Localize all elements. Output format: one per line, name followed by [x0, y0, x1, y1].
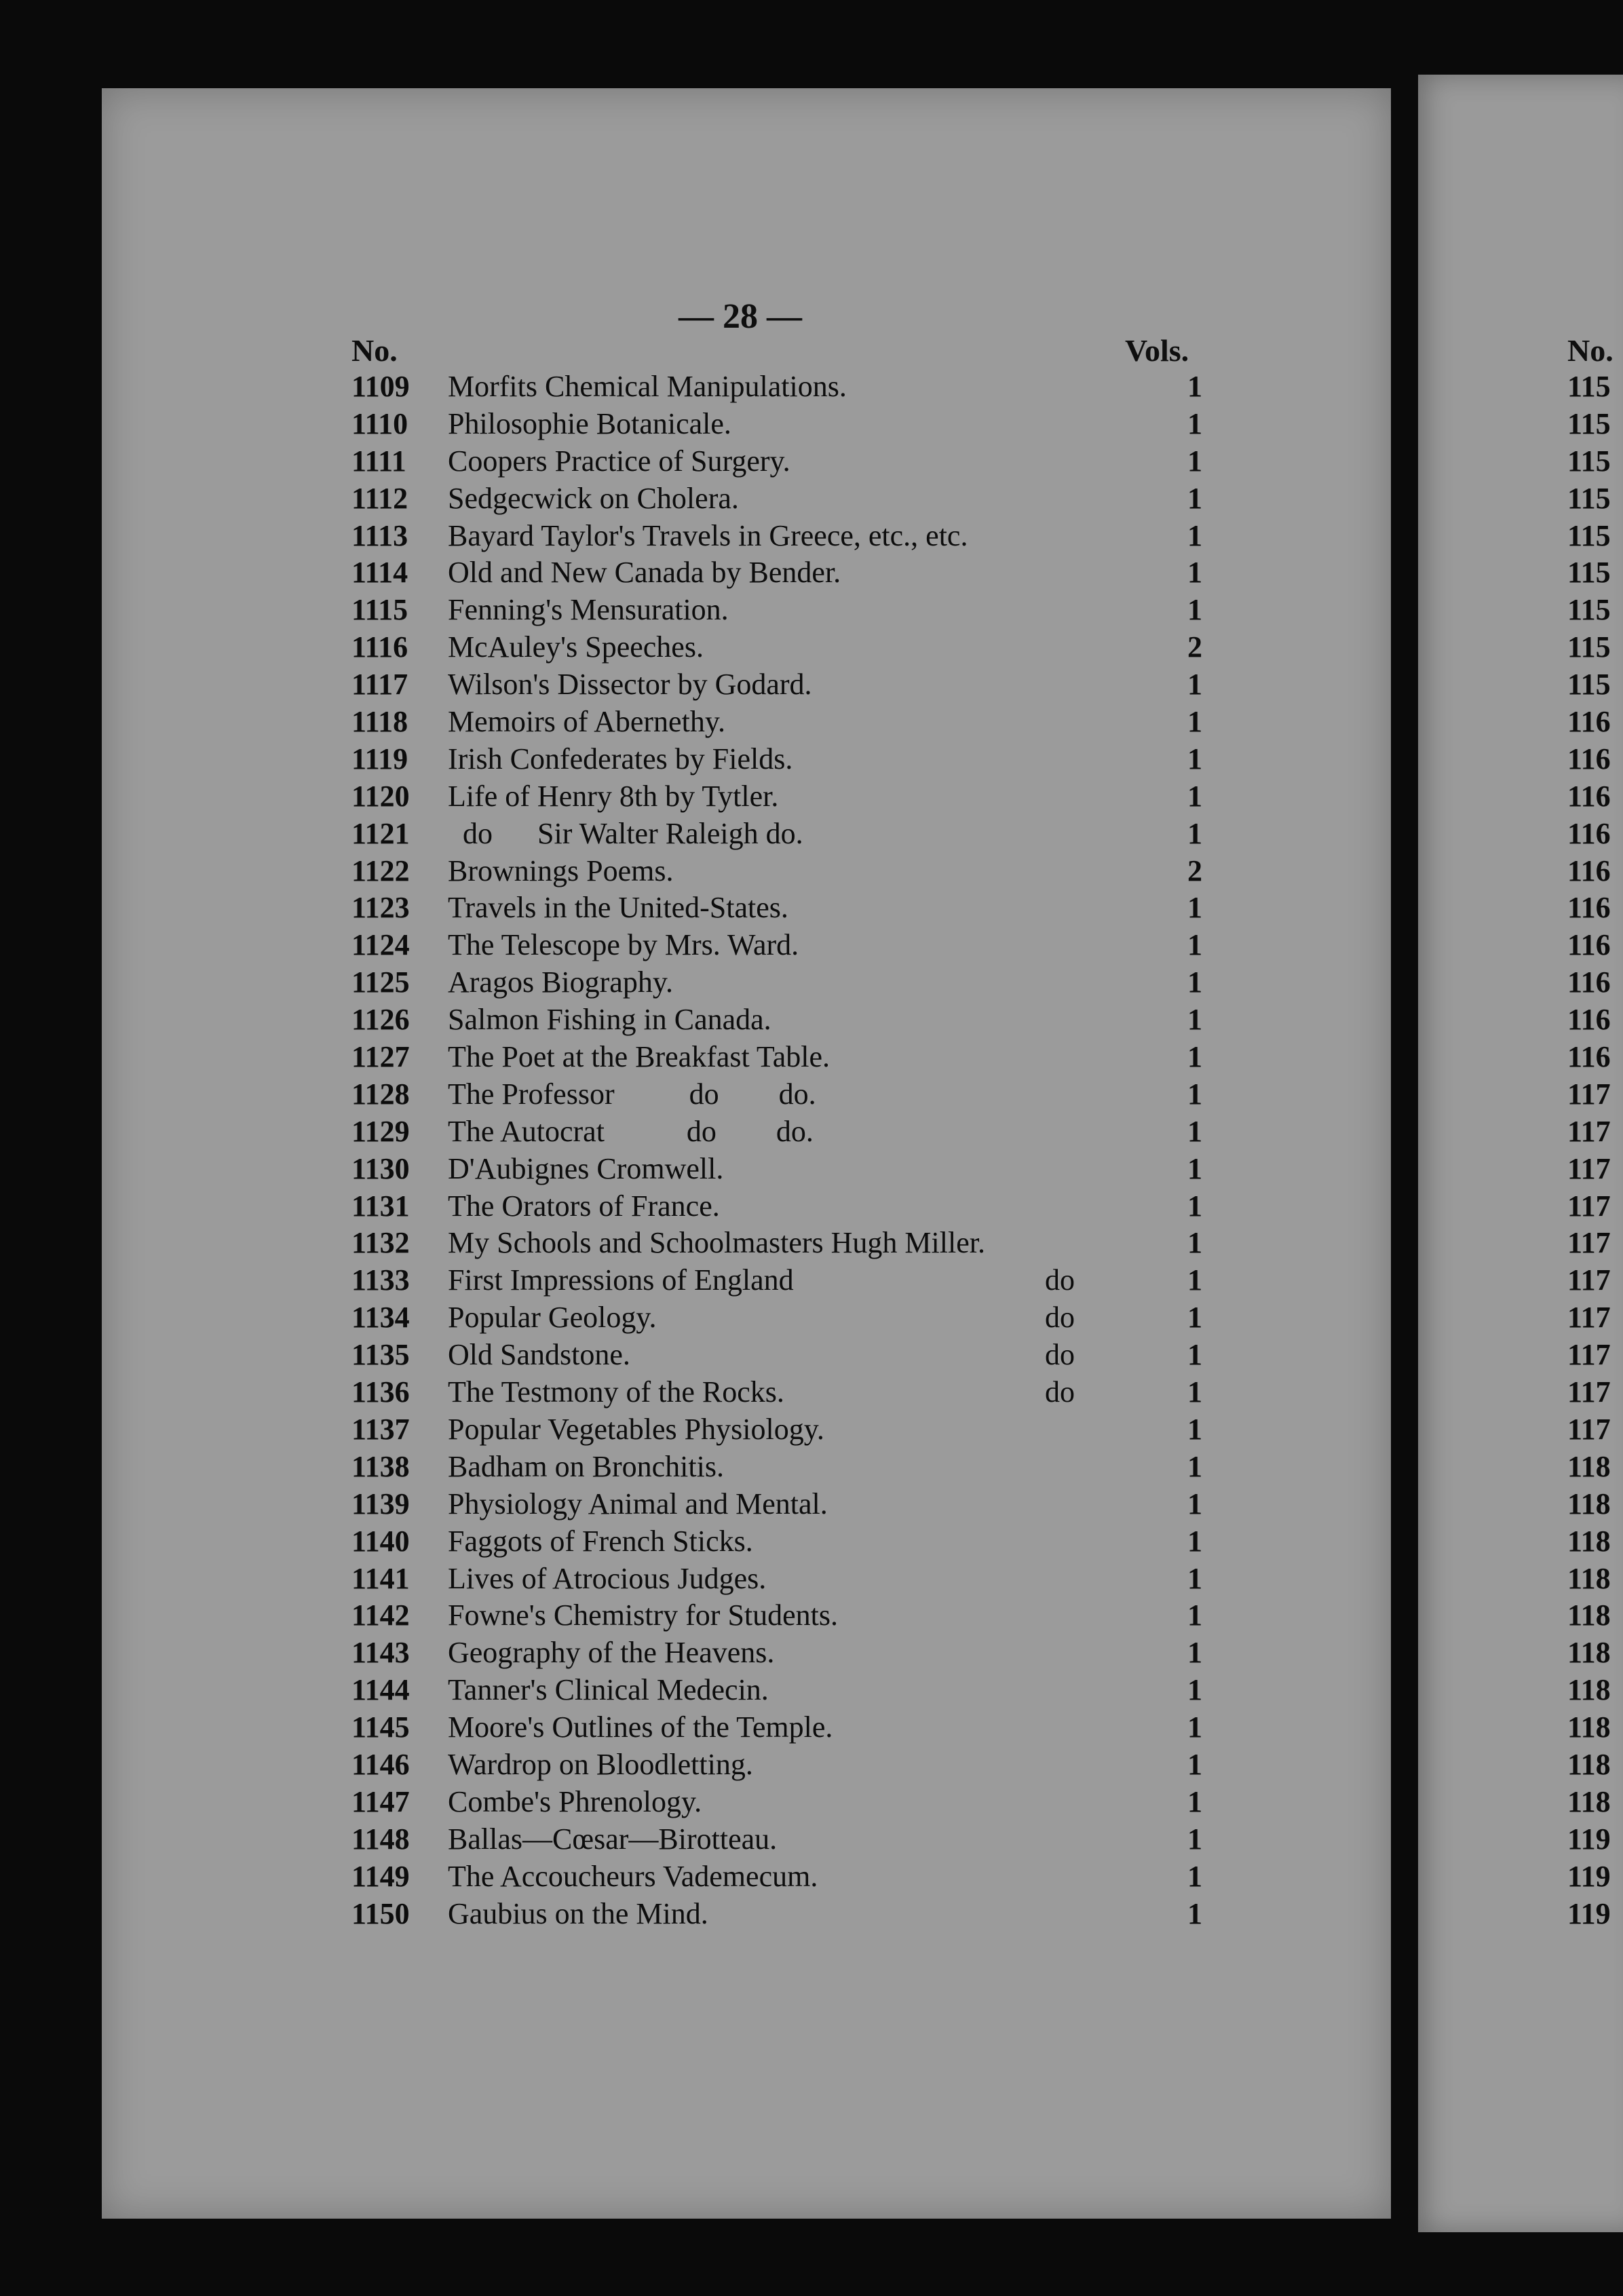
next-page-entry-number: 117 [1567, 1151, 1611, 1185]
entry-number: 1130 [351, 1151, 410, 1185]
entry-title: Old Sandstone. [448, 1338, 630, 1372]
next-page-entry-number: 117 [1567, 1226, 1611, 1260]
entry-author-ditto: do [1045, 1338, 1075, 1372]
entry-number: 1124 [351, 928, 410, 962]
entry-vols: 1 [1187, 1673, 1202, 1707]
next-page-entry-number: 115 [1567, 370, 1611, 403]
entry-title: Salmon Fishing in Canada. [448, 1003, 771, 1037]
entry-title: Geography of the Heavens. [448, 1636, 775, 1670]
entry-number: 1146 [351, 1747, 410, 1781]
catalog-entry [339, 1486, 1235, 1523]
next-page-entry-number: 119 [1567, 1896, 1611, 1930]
next-page-entry-number: 116 [1567, 742, 1611, 776]
entry-title: The Telescope by Mrs. Ward. [448, 928, 799, 962]
entry-title: Irish Confederates by Fields. [448, 742, 793, 776]
entry-vols: 1 [1187, 816, 1202, 850]
entry-number: 1121 [351, 816, 410, 850]
entry-title: Aragos Biography. [448, 965, 673, 999]
next-page-entry-number: 117 [1567, 1412, 1611, 1446]
entry-number: 1122 [351, 854, 410, 887]
entry-number: 1150 [351, 1896, 410, 1930]
next-page-entry-number: 115 [1567, 556, 1611, 590]
entry-title: The Accoucheurs Vademecum. [448, 1859, 818, 1893]
next-page-entry-number: 115 [1567, 593, 1611, 627]
entry-number: 1129 [351, 1114, 410, 1148]
catalog-entry [339, 1523, 1235, 1561]
entry-vols: 1 [1187, 1040, 1202, 1074]
entry-vols: 1 [1187, 1003, 1202, 1037]
entry-title: The Poet at the Breakfast Table. [448, 1040, 830, 1074]
catalog-entry [339, 1561, 1235, 1598]
entry-title: The Orators of France. [448, 1189, 720, 1223]
catalog-entry [339, 778, 1235, 816]
entry-title: Morfits Chemical Manipulations. [448, 370, 847, 403]
entry-number: 1140 [351, 1524, 410, 1558]
catalog-entry [339, 1449, 1235, 1486]
entry-number: 1135 [351, 1338, 410, 1372]
entry-vols: 1 [1187, 1263, 1202, 1297]
catalog-entry [339, 1225, 1235, 1262]
catalog-entry [339, 1634, 1235, 1672]
page-number: — 28 — [679, 297, 802, 336]
entry-number: 1137 [351, 1412, 410, 1446]
entry-vols: 1 [1187, 1561, 1202, 1595]
entry-vols: 1 [1187, 1896, 1202, 1930]
entry-author-ditto: do [1045, 1375, 1075, 1409]
entry-number: 1118 [351, 705, 408, 739]
entry-title: Memoirs of Abernethy. [448, 705, 725, 739]
entry-vols: 1 [1187, 556, 1202, 590]
entry-number: 1147 [351, 1784, 410, 1818]
entry-number: 1138 [351, 1449, 410, 1483]
entry-number: 1149 [351, 1859, 410, 1893]
entry-title: Fowne's Chemistry for Students. [448, 1599, 839, 1632]
entry-title: Popular Vegetables Physiology. [448, 1412, 824, 1446]
entry-vols: 1 [1187, 1599, 1202, 1632]
entry-title: Brownings Poems. [448, 854, 674, 887]
entry-title: Life of Henry 8th by Tytler. [448, 779, 779, 813]
entry-number: 1123 [351, 891, 410, 925]
entry-vols: 1 [1187, 1636, 1202, 1670]
next-page-entry-number: 116 [1567, 965, 1611, 999]
entry-number: 1144 [351, 1673, 410, 1707]
catalog-entry [339, 629, 1235, 666]
entry-vols: 1 [1187, 1487, 1202, 1520]
next-page-entry-number: 119 [1567, 1822, 1611, 1856]
entry-title: Lives of Atrocious Judges. [448, 1561, 767, 1595]
entry-title: Gaubius on the Mind. [448, 1896, 708, 1930]
catalog-entry [339, 816, 1235, 853]
catalog-entry [339, 704, 1235, 741]
next-page-entry-number: 118 [1567, 1673, 1611, 1707]
entry-number: 1133 [351, 1263, 410, 1297]
catalog-entry [339, 1299, 1235, 1337]
entry-vols: 2 [1187, 854, 1202, 887]
entry-number: 1112 [351, 481, 408, 515]
catalog-entry [339, 368, 1235, 406]
catalog-entry [339, 1709, 1235, 1746]
entry-vols: 1 [1187, 1859, 1202, 1893]
entry-number: 1131 [351, 1189, 410, 1223]
entry-vols: 1 [1187, 1747, 1202, 1781]
entry-vols: 1 [1187, 1822, 1202, 1856]
entry-number: 1132 [351, 1226, 410, 1260]
entry-title: Wilson's Dissector by Godard. [448, 668, 812, 702]
entry-vols: 2 [1187, 630, 1202, 664]
catalog-entry [339, 1374, 1235, 1411]
next-page-entry-number: 115 [1567, 518, 1611, 552]
entry-title: Philosophie Botanicale. [448, 406, 731, 440]
catalog-entry [339, 1113, 1235, 1151]
catalog-entry [339, 1896, 1235, 1933]
next-page-entry-number: 116 [1567, 891, 1611, 925]
catalog-entry [339, 554, 1235, 592]
entry-vols: 1 [1187, 518, 1202, 552]
entry-title: The Autocrat do do. [448, 1114, 814, 1148]
catalog-entry [339, 1672, 1235, 1709]
column-header-no: No. [351, 333, 398, 368]
entry-vols: 1 [1187, 1338, 1202, 1372]
entry-number: 1148 [351, 1822, 410, 1856]
next-page-entry-number: 116 [1567, 779, 1611, 813]
entry-title: Fenning's Mensuration. [448, 593, 729, 627]
catalog-entry [339, 1039, 1235, 1076]
next-page-entry-number: 115 [1567, 668, 1611, 702]
column-header-vols: Vols. [1125, 333, 1189, 368]
catalog-entry [339, 927, 1235, 964]
next-page-entry-number: 118 [1567, 1599, 1611, 1632]
entry-vols: 1 [1187, 779, 1202, 813]
catalog-list [339, 368, 1235, 1932]
entry-vols: 1 [1187, 406, 1202, 440]
entry-vols: 1 [1187, 1375, 1202, 1409]
entry-number: 1136 [351, 1375, 410, 1409]
entry-title: Popular Geology. [448, 1301, 657, 1335]
entry-number: 1125 [351, 965, 410, 999]
entry-vols: 1 [1187, 1449, 1202, 1483]
next-page-entry-number: 115 [1567, 481, 1611, 515]
entry-vols: 1 [1187, 1114, 1202, 1148]
catalog-entry [339, 1784, 1235, 1821]
entry-vols: 1 [1187, 370, 1202, 403]
next-page-number-column [1567, 368, 1611, 1932]
entry-title: The Testmony of the Rocks. [448, 1375, 784, 1409]
entry-number: 1120 [351, 779, 410, 813]
entry-title: D'Aubignes Cromwell. [448, 1151, 724, 1185]
entry-title: Bayard Taylor's Travels in Greece, etc., etc. [448, 518, 968, 552]
catalog-entry [339, 889, 1235, 927]
entry-number: 1143 [351, 1636, 410, 1670]
next-page-header-no: No. [1567, 333, 1614, 368]
catalog-entry [339, 1597, 1235, 1634]
catalog-entry [339, 1188, 1235, 1225]
entry-title: The Professor do do. [448, 1077, 816, 1111]
entry-number: 1119 [351, 742, 408, 776]
catalog-entry [339, 1746, 1235, 1784]
entry-title: Wardrop on Bloodletting. [448, 1747, 753, 1781]
catalog-entry [339, 1821, 1235, 1858]
next-page-entry-number: 116 [1567, 816, 1611, 850]
entry-vols: 1 [1187, 668, 1202, 702]
next-page-entry-number: 116 [1567, 705, 1611, 739]
next-page-entry-number: 118 [1567, 1524, 1611, 1558]
entry-vols: 1 [1187, 444, 1202, 478]
entry-title: Faggots of French Sticks. [448, 1524, 753, 1558]
next-page-entry-number: 118 [1567, 1561, 1611, 1595]
entry-vols: 1 [1187, 891, 1202, 925]
next-page-entry-number: 117 [1567, 1077, 1611, 1111]
catalog-entry [339, 1411, 1235, 1449]
entry-title: My Schools and Schoolmasters Hugh Miller. [448, 1226, 985, 1260]
catalog-entry [339, 1001, 1235, 1039]
next-page-entry-number: 116 [1567, 854, 1611, 887]
entry-author-ditto: do [1045, 1301, 1075, 1335]
entry-title: Tanner's Clinical Medecin. [448, 1673, 769, 1707]
entry-number: 1139 [351, 1487, 410, 1520]
entry-title: Badham on Bronchitis. [448, 1449, 724, 1483]
entry-vols: 1 [1187, 928, 1202, 962]
entry-number: 1128 [351, 1077, 410, 1111]
next-page-entry-number: 118 [1567, 1487, 1611, 1520]
entry-vols: 1 [1187, 481, 1202, 515]
entry-title: Moore's Outlines of the Temple. [448, 1710, 833, 1744]
entry-number: 1110 [351, 406, 408, 440]
entry-number: 1134 [351, 1301, 410, 1335]
next-page-entry-number: 115 [1567, 630, 1611, 664]
next-page-entry-number: 119 [1567, 1859, 1611, 1893]
entry-title: Combe's Phrenology. [448, 1784, 702, 1818]
entry-number: 1117 [351, 668, 408, 702]
catalog-entry [339, 443, 1235, 480]
next-page-entry-number: 118 [1567, 1710, 1611, 1744]
entry-title: McAuley's Speeches. [448, 630, 704, 664]
entry-vols: 1 [1187, 1226, 1202, 1260]
entry-number: 1113 [351, 518, 408, 552]
entry-vols: 1 [1187, 965, 1202, 999]
entry-number: 1126 [351, 1003, 410, 1037]
entry-title: Ballas—Cœsar—Birotteau. [448, 1822, 778, 1856]
next-page-entry-number: 117 [1567, 1263, 1611, 1297]
next-page-entry-number: 117 [1567, 1189, 1611, 1223]
entry-number: 1114 [351, 556, 408, 590]
entry-title: Sedgecwick on Cholera. [448, 481, 739, 515]
catalog-entry [339, 741, 1235, 778]
next-page-entry-number: 115 [1567, 444, 1611, 478]
entry-vols: 1 [1187, 742, 1202, 776]
catalog-entry [339, 406, 1235, 443]
entry-number: 1142 [351, 1599, 410, 1632]
catalog-entry [339, 518, 1235, 555]
next-page-entry-number: 118 [1567, 1784, 1611, 1818]
entry-number: 1127 [351, 1040, 410, 1074]
catalog-entry [339, 480, 1235, 518]
entry-author-ditto: do [1045, 1263, 1075, 1297]
entry-title: Old and New Canada by Bender. [448, 556, 841, 590]
entry-title: First Impressions of England [448, 1263, 794, 1297]
catalog-entry [339, 1151, 1235, 1188]
entry-vols: 1 [1187, 1412, 1202, 1446]
entry-vols: 1 [1187, 1189, 1202, 1223]
entry-vols: 1 [1187, 1784, 1202, 1818]
entry-title: Coopers Practice of Surgery. [448, 444, 790, 478]
entry-vols: 1 [1187, 705, 1202, 739]
next-page-entry-number: 118 [1567, 1747, 1611, 1781]
catalog-entry [339, 1262, 1235, 1299]
entry-title: Travels in the United-States. [448, 891, 788, 925]
entry-number: 1111 [351, 444, 406, 478]
entry-title: Physiology Animal and Mental. [448, 1487, 828, 1520]
next-page-entry-number: 117 [1567, 1301, 1611, 1335]
next-page-entry-number: 118 [1567, 1636, 1611, 1670]
entry-number: 1116 [351, 630, 408, 664]
next-page-entry-number: 116 [1567, 1003, 1611, 1037]
entry-vols: 1 [1187, 1151, 1202, 1185]
next-page-entry-number: 117 [1567, 1375, 1611, 1409]
entry-title: do Sir Walter Raleigh do. [448, 816, 803, 850]
entry-number: 1145 [351, 1710, 410, 1744]
entry-vols: 1 [1187, 1077, 1202, 1111]
catalog-entry [339, 853, 1235, 890]
catalog-entry [339, 592, 1235, 629]
entry-number: 1141 [351, 1561, 410, 1595]
catalog-entry [339, 1076, 1235, 1113]
entry-vols: 1 [1187, 1524, 1202, 1558]
next-page-entry-number: 117 [1567, 1338, 1611, 1372]
entry-vols: 1 [1187, 1301, 1202, 1335]
next-page-entry-number: 118 [1567, 1449, 1611, 1483]
entry-vols: 1 [1187, 1710, 1202, 1744]
entry-number: 1109 [351, 370, 410, 403]
catalog-entry [339, 1858, 1235, 1896]
entry-vols: 1 [1187, 593, 1202, 627]
catalog-entry [339, 1337, 1235, 1374]
catalog-entry [339, 964, 1235, 1001]
next-page-entry-number: 116 [1567, 928, 1611, 962]
next-page-entry-number: 117 [1567, 1114, 1611, 1148]
next-page-entry-number: 115 [1567, 406, 1611, 440]
next-page-entry-number: 116 [1567, 1040, 1611, 1074]
catalog-entry [339, 666, 1235, 704]
entry-number: 1115 [351, 593, 408, 627]
